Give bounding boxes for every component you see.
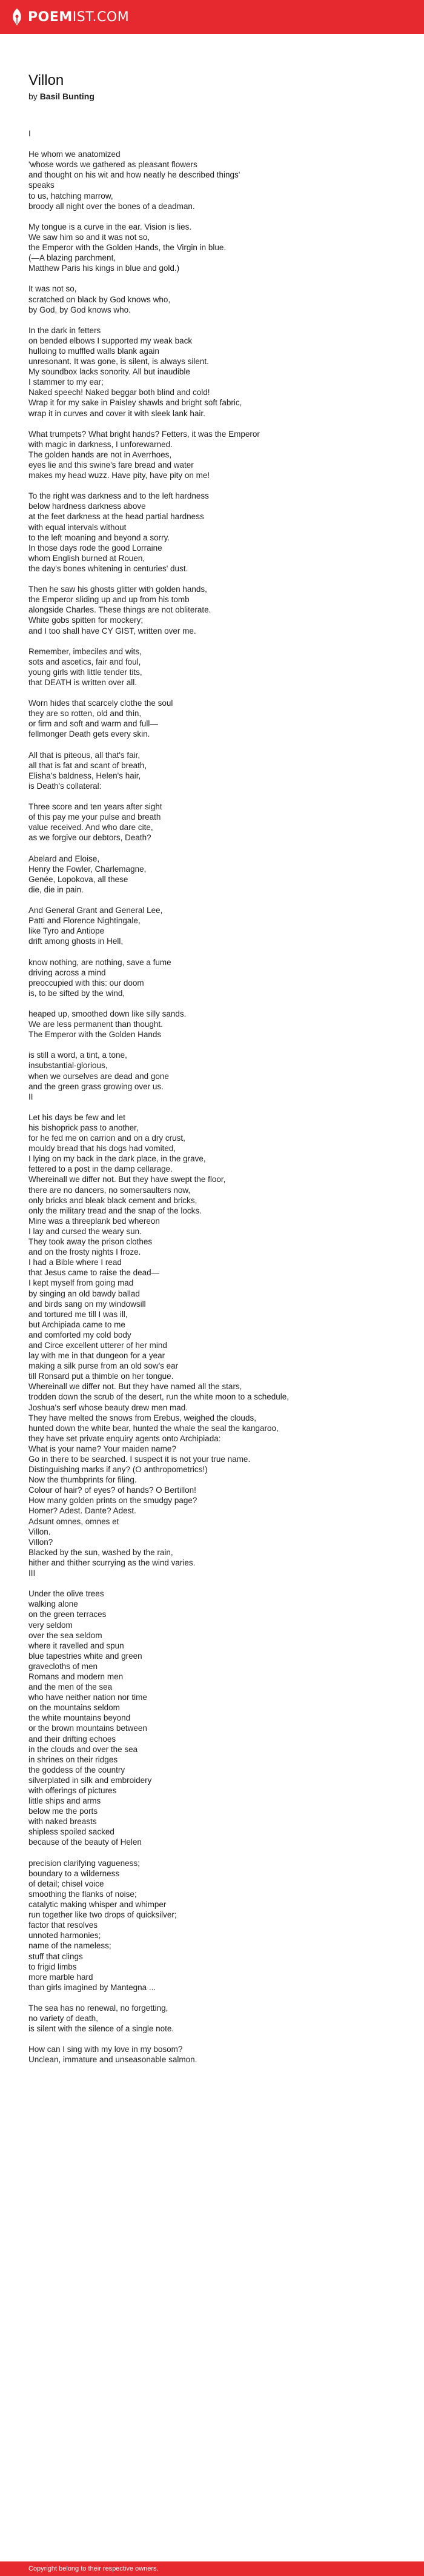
poem-line: name of the nameless; [28,1941,111,1951]
poem-line: smoothing the flanks of noise; [28,1889,137,1899]
poem-line: unnoted harmonies; [28,1931,101,1940]
poem-line: all that is fat and scant of breath, [28,760,147,770]
poem-line: making a silk purse from an old sow's ear [28,1361,179,1371]
poem-line: (—A blazing parchment, [28,253,116,263]
poem-line: He whom we anatomized [28,150,121,159]
poem-line: I [28,129,31,138]
poem-line: gravecloths of men [28,1661,98,1671]
poem-line: speaks [28,181,55,190]
poem-line: only the military tread and the snap of the locks. [28,1206,202,1215]
poem-line: and comforted my cold body [28,1330,131,1339]
poem-line: hulloing to muffled walls blank again [28,346,159,356]
poem-line: The sea has no renewal, no forgetting, [28,2003,168,2013]
poem-line: Mine was a threeplank bed whereon [28,1216,160,1226]
poem-line: mouldy bread that his dogs had vomited, [28,1144,176,1154]
poem-line: makes my head wuzz. Have pity, have pity on me! [28,471,210,480]
poem-stanza [28,1050,398,1101]
poem-line: fettered to a post in the damp cellarage. [28,1164,173,1174]
poem-line: with naked breasts [28,1817,97,1827]
poem-line: Adsunt omnes, omnes et [28,1516,119,1526]
poem-line: to us, hatching marrow, [28,191,113,201]
poem-line: hither and thither scurrying as the wind varies. [28,1558,196,1567]
poem-line: of detail; chisel voice [28,1879,104,1888]
poem-line: I had a Bible where I read [28,1258,122,1267]
poem-stanza [28,491,398,574]
poem-line: more marble hard [28,1972,93,1982]
poem-line: Romans and modern men [28,1671,124,1681]
poem-line: blue tapestries white and green [28,1651,142,1661]
poem-line: who have neither nation nor time [28,1693,147,1702]
poem-line: I kept myself from going mad [28,1278,134,1288]
poem-line: or the brown mountains between [28,1724,147,1733]
poem-line: by God, by God knows who. [28,305,131,314]
poem-stanza [28,2003,398,2034]
poem-line: stuff that clings [28,1951,83,1961]
poem-line: Matthew Paris his kings in blue and gold.) [28,264,180,273]
poem-line: the white mountains beyond [28,1713,131,1723]
poem-line: no variety of death, [28,2014,98,2023]
poem-line: very seldom [28,1620,73,1630]
poem-line: preoccupied with this: our doom [28,978,144,988]
poem-line: Now the thumbprints for filing. [28,1475,137,1485]
poem-line: Villon? [28,1537,53,1547]
poem-line: his bishoprick pass to another, [28,1123,139,1132]
poem-line: My tongue is a curve in the ear. Vision is lies. [28,222,192,231]
poem-line: precision clarifying vagueness; [28,1858,140,1868]
poem-line: The golden hands are not in Averrhoes, [28,450,172,459]
poem-line: Whereinall we differ not. But they have swept the floor, [28,1175,226,1184]
poem-line: of this pay me your pulse and breath [28,812,161,822]
poem-line: Naked speech! Naked beggar both blind and cold! [28,388,210,397]
poem-article [28,71,398,2076]
poem-line: whom English burned at Rouen, [28,553,145,563]
poem-line: Colour of hair? of eyes? of hands? O Bertillon! [28,1486,196,1495]
poem-line: little ships and arms [28,1796,101,1806]
poem-line: below me the ports [28,1807,98,1816]
poem-line: factor that resolves [28,1920,98,1930]
poem-stanza [28,1009,398,1040]
poem-stanza [28,2044,398,2065]
poem-stanza [28,957,398,998]
poem-line: value received. And who dare cite, [28,823,153,832]
poem-line: Homer? Adest. Dante? Adest. [28,1506,136,1516]
brand-bold: POEM [28,9,73,25]
poem-line: when we ourselves are dead and gone [28,1071,169,1081]
poem-line: I stammer to my ear; [28,377,104,387]
poem-line: Henry the Fowler, Charlemagne, [28,864,147,874]
poem-stanza [28,284,398,314]
poem-line: with offerings of pictures [28,1786,117,1795]
poem-line: Unclean, immature and unseasonable salmon. [28,2055,197,2065]
poem-stanza [28,128,398,139]
poem-line: The Emperor with the Golden Hands [28,1030,162,1040]
poem-line: How many golden prints on the smudgy page? [28,1496,197,1505]
poem-line: by singing an old bawdy ballad [28,1289,140,1298]
poem-line: only bricks and bleak black cement and bricks, [28,1195,197,1205]
poem-title: Villon [28,72,64,88]
brand-light: IST.COM [72,9,130,25]
poem-line: White gobs spitten for mockery; [28,616,144,625]
poem-line: Genée, Lopokova, all these [28,874,128,884]
poem-line: and the green grass growing over us. [28,1081,164,1091]
poem-line: Remember, imbeciles and wits, [28,646,142,656]
poem-line: How can I sing with my love in my bosom? [28,2045,183,2054]
poem-line: in the clouds and over the sea [28,1744,138,1754]
poem-line: and birds sang on my windowsill [28,1299,146,1309]
poem-line: Abelard and Eloise, [28,854,100,863]
author-link[interactable]: Basil Bunting [39,91,94,101]
poem-line: fellmonger Death gets every skin. [28,729,150,739]
poem-line: II [28,1092,33,1101]
poem-line: because of the beauty of Helen [28,1837,142,1847]
poem-line: In the dark in fetters [28,325,101,335]
poem-line: Under the olive trees [28,1589,104,1599]
poem-line: It was not so, [28,284,77,294]
poem-line: with equal intervals without [28,522,127,532]
poem-line: Go in there to be searched. I suspect it is not your true name. [28,1455,251,1464]
site-header [0,0,424,34]
poem-line: and the men of the sea [28,1682,113,1692]
poem-line: walking alone [28,1599,78,1609]
poem-line: sots and ascetics, fair and foul, [28,657,141,666]
poem-line: catalytic making whisper and whimper [28,1900,167,1910]
poem-line: is silent with the silence of a single note. [28,2024,174,2034]
poem-line: till Ronsard put a thimble on her tongue. [28,1372,174,1381]
poem-line: 'whose words we gathered as pleasant flowers [28,160,197,170]
poem-line: All that is piteous, all that's fair, [28,750,141,760]
poem-line: Distinguishing marks if any? (O anthropometrics!) [28,1465,208,1475]
poem-line: silverplated in silk and embroidery [28,1775,152,1785]
poem-stanza [28,646,398,688]
poem-line: driving across a mind [28,968,106,977]
poem-line: in shrines on their ridges [28,1754,118,1764]
poem-line: die, die in pain. [28,885,84,894]
poem-line: and I too shall have CY GIST, written over me. [28,626,196,636]
poem-line: below hardness darkness above [28,502,146,511]
poem-stanza [28,698,398,739]
poem-line: as we forgive our debtors, Death? [28,833,151,843]
poem-line: My soundbox lacks sonority. All but inaudible [28,367,190,377]
poem-stanza [28,149,398,211]
poem-byline [28,91,398,102]
poem-stanza [28,584,398,636]
poem-line: Wrap it for my sake in Paisley shawls and bright soft fabric, [28,398,242,408]
poem-line: is Death's collateral: [28,781,102,791]
poem-stanza [28,1858,398,1993]
poem-line: is, to be sifted by the wind, [28,988,125,998]
poem-line: I lying on my back in the dark place, in the grave, [28,1154,206,1164]
poem-line: young girls with little tender tits, [28,667,142,677]
poem-line: Then he saw his ghosts glitter with golden hands, [28,585,207,594]
poem-line: To the right was darkness and to the left hardness [28,491,209,501]
site-footer [0,2561,424,2576]
poem-line: on bended elbows I supported my weak back [28,336,193,345]
poem-line: eyes lie and this swine's fare bread and water [28,460,194,470]
poem-line: And General Grant and General Lee, [28,906,163,915]
poem-line: is still a word, a tint, a tone, [28,1051,127,1060]
poem-line: that DEATH is written over all. [28,677,137,687]
poem-stanza [28,1112,398,1578]
poem-line: but Archipiada came to me [28,1320,125,1329]
poem-line: Villon. [28,1527,51,1536]
poem-line: and thought on his wit and how neatly he described things' [28,170,240,180]
poem-line: over the sea seldom [28,1630,102,1640]
poem-line: the day's bones whitening in centuries' dust. [28,563,188,573]
poem-line: unresonant. It was gone, is silent, is always silent. [28,357,209,367]
poem-line: to frigid limbs [28,1962,77,1971]
poem-line: that Jesus came to raise the dead— [28,1268,160,1278]
poem-stanza [28,1588,398,1847]
poem-line: and tortured me till I was ill, [28,1309,128,1319]
poem-line: on the mountains seldom [28,1703,120,1713]
poem-line: What trumpets? What bright hands? Fetters, it was the Emperor [28,429,260,439]
poem-line: Joshua's serf whose beauty drew men mad. [28,1403,188,1412]
poem-line: where it ravelled and spun [28,1641,124,1650]
poem-line: I lay and cursed the weary sun. [28,1226,142,1236]
poem-stanza [28,854,398,895]
poem-line: Blacked by the sun, washed by the rain, [28,1547,173,1557]
poem-line: In those days rode the good Lorraine [28,543,162,553]
poem-line: than girls imagined by Mantegna ... [28,1982,156,1992]
poem-line: alongside Charles. These things are not obliterate. [28,605,211,615]
poem-line: the Emperor with the Golden Hands, the Virgin in blue. [28,243,227,253]
poem-line: Patti and Florence Nightingale, [28,916,141,926]
poem-line: They took away the prison clothes [28,1237,153,1247]
poem-line: drift among ghosts in Hell, [28,937,124,946]
poem-line: like Tyro and Antiope [28,926,105,936]
poem-line: or firm and soft and warm and full— [28,719,158,729]
poem-line: on the green terraces [28,1610,107,1619]
poem-line: know nothing, are nothing, save a fume [28,957,171,967]
poem-line: III [28,1569,36,1578]
poem-line: for he fed me on carrion and on a dry crust, [28,1134,185,1143]
poem-line: at the feet darkness at the head partial hardness [28,512,204,522]
poem-stanza [28,429,398,480]
poem-line: boundary to a wilderness [28,1868,120,1878]
poem-line: Elisha's baldness, Helen's hair, [28,771,141,780]
poem-line: scratched on black by God knows who, [28,294,171,304]
byline-prefix: by [28,91,38,101]
poem-line: the Emperor sliding up and up from his tomb [28,595,190,605]
poem-line: the goddess of the country [28,1765,125,1774]
poem-stanza [28,905,398,946]
poem-line: insubstantial-glorious, [28,1061,108,1071]
poem-line: wrap it in curves and cover it with sleek lank hair. [28,408,205,418]
poem-line: Let his days be few and let [28,1112,125,1122]
poem-stanza [28,750,398,791]
copyright-notice: Copyright belong to their respective owners. [28,2565,159,2572]
poem-line: They have melted the snows from Erebus, weighed the clouds, [28,1413,256,1422]
poem-line: shipless spoiled sacked [28,1827,114,1837]
poem-line: there are no dancers, no somersaulters now, [28,1185,191,1195]
poem-line: run together like two drops of quicksilver; [28,1910,177,1920]
poem-stanza [28,325,398,419]
poem-line: hunted down the white bear, hunted the whale the seal the kangaroo, [28,1423,279,1433]
poem-line: Whereinall we differ not. But they have named all the stars, [28,1382,242,1392]
poem-body [28,128,398,2065]
poem-line: they are so rotten, old and thin, [28,709,142,719]
poem-line: and on the frosty nights I froze. [28,1247,141,1257]
poem-stanza [28,802,398,843]
poem-line: broody all night over the bones of a deadman. [28,201,195,211]
poem-line: they have set private enquiry agents onto Archipiada: [28,1433,221,1443]
poem-line: We saw him so and it was not so, [28,232,150,242]
poem-line: trodden down the scrub of the desert, run the white moon to a schedule, [28,1392,290,1402]
poem-line: to the left moaning and beyond a sorry. [28,533,170,542]
poem-line: Worn hides that scarcely clothe the soul [28,699,173,708]
poem-line: lay with me in that dungeon for a year [28,1351,165,1361]
poem-line: We are less permanent than thought. [28,1020,163,1029]
poem-line: What is your name? Your maiden name? [28,1444,176,1453]
poem-line: with magic in darkness, I unforewarned. [28,439,173,449]
poem-line: and Circe excellent utterer of her mind [28,1340,167,1350]
quill-nib-icon [11,8,23,26]
site-logo[interactable] [11,8,129,26]
poem-stanza [28,222,398,273]
poem-line: Three score and ten years after sight [28,802,162,812]
poem-line: heaped up, smoothed down like silly sands. [28,1009,187,1018]
poem-line: and their drifting echoes [28,1734,116,1744]
